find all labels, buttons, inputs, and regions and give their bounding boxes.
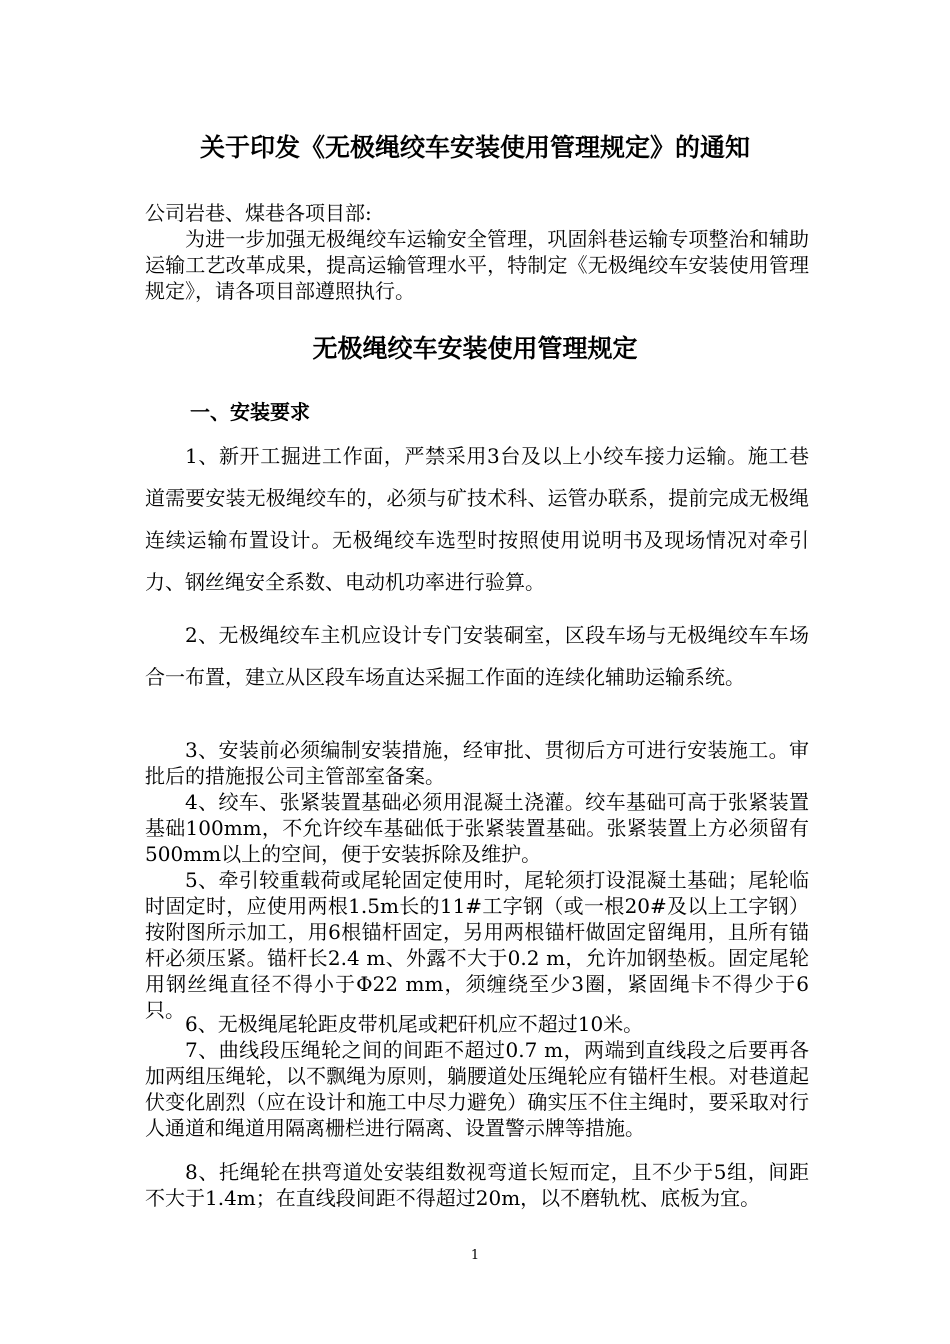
notice-title: 关于印发《无极绳绞车安装使用管理规定》的通知 xyxy=(199,133,750,162)
clause-7: 7、曲线段压绳轮之间的间距不超过0.7 m，两端到直线段之后要再各加两组压绳轮，以不飘绳为原则，躺腰道处压绳轮应有锚杆生根。对巷道起伏变化剧烈（应在设计和施工中尽力避免）确实压不住主绳时，要采取对行人通道和绳道用隔离栅栏进行隔离、设置警示牌等措施。 xyxy=(145,1038,809,1140)
intro-paragraph: 为进一步加强无极绳绞车运输安全管理，巩固斜巷运输专项整治和辅助运输工艺改革成果，提高运输管理水平，特制定《无极绳绞车安装使用管理规定》，请各项目部遵照执行。 xyxy=(145,227,809,303)
clause-2: 2、无极绳绞车主机应设计专门安装硐室，区段车场与无极绳绞车车场合一布置，建立从区段车场直达采掘工作面的连续化辅助运输系统。 xyxy=(145,623,809,689)
regulation-title: 无极绳绞车安装使用管理规定 xyxy=(312,334,638,363)
clause-5: 5、牵引较重载荷或尾轮固定使用时，尾轮须打设混凝土基础；尾轮临时固定时，应使用两根1.5m长的11#工字钢（或一根20#及以上工字钢）按附图所示加工，用6根锚杆固定，另用两根锚杆做固定留绳用，且所有锚杆必须压紧。锚杆长2.4 m、外露不大于0.2 m，允许加钢垫板。固定尾轮用钢丝绳直径不得小于Φ22 mm，须缠绕至少3圈，紧固绳卡不得少于6只。 xyxy=(145,868,809,1022)
section-heading: 一、安装要求 xyxy=(190,400,310,424)
clause-6: 6、无极绳尾轮距皮带机尾或耙矸机应不超过10米。 xyxy=(185,1012,644,1036)
salutation: 公司岩巷、煤巷各项目部: xyxy=(145,201,372,225)
clause-3: 3、安装前必须编制安装措施，经审批、贯彻后方可进行安装施工。审批后的措施报公司主管部室备案。 xyxy=(145,738,809,788)
page-number: 1 xyxy=(470,1248,480,1263)
clause-4: 4、绞车、张紧装置基础必须用混凝土浇灌。绞车基础可高于张紧装置基础100mm，不允许绞车基础低于张紧装置基础。张紧装置上方必须留有500mm以上的空间，便于安装拆除及维护。 xyxy=(145,790,809,866)
clause-1: 1、新开工掘进工作面，严禁采用3台及以上小绞车接力运输。施工巷道需要安装无极绳绞车的，必须与矿技术科、运管办联系，提前完成无极绳连续运输布置设计。无极绳绞车选型时按照使用说明书及现场情况对牵引力、钢丝绳安全系数、电动机功率进行验算。 xyxy=(145,444,809,594)
clause-8: 8、托绳轮在拱弯道处安装组数视弯道长短而定，且不少于5组，间距不大于1.4m；在直线段间距不得超过20m，以不磨轨枕、底板为宜。 xyxy=(145,1160,809,1210)
